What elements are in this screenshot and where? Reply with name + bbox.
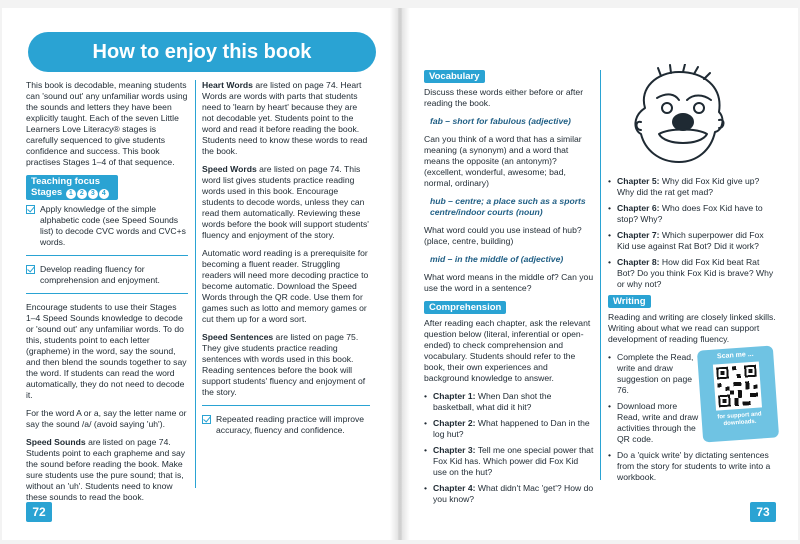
list-item: • Chapter 8: How did Fox Kid beat Rat Bot? Do you think Fox Kid is brave? Why or why not? [608,257,778,290]
list-item: • Chapter 4: What didn't Mac 'get'? How do you know? [424,483,594,505]
page-title: How to enjoy this book [28,32,376,72]
divider [202,405,370,406]
right-page [402,8,798,540]
stage-circle: 4 [99,189,109,199]
divider [26,255,188,256]
stage-circle: 2 [77,189,87,199]
cartoon-face-illustration [627,64,737,168]
heart-words-paragraph: Heart Words are listed on page 74. Heart Words are words with parts that students need to 'learn by heart' because they are not decodable yet. Students point to the word and read it before reading the book. Students need to know these words to read the book. [202,80,368,156]
list-item: • Chapter 5: Why did Fox Kid give up? Why did the rat get mad? [608,176,778,198]
comprehension-heading: Comprehension [424,301,506,314]
list-item: • Download more Read, write and draw activities through the QR code. [608,401,700,445]
chapter-questions-list [424,391,594,505]
vocab-question: Can you think of a word that has a similar meaning (a synonym) and a word that means the opposite (an antonym)? (excellent, wonderful, awesome; bad, normal, ordinary) [424,134,582,188]
vocab-intro: Discuss these words either before or after reading the book. [424,87,584,108]
vocab-term: fab – short for fabulous (adjective) [430,116,571,126]
column-divider [600,70,601,480]
left-column [26,80,188,510]
list-item: • Chapter 3: Tell me one special power that Fox Kid has. Which power did Fox Kid use on the hut? [424,445,594,478]
checkbox-icon [26,265,35,274]
writing-heading: Writing [608,295,651,308]
checkbox-icon [26,205,35,214]
comp-intro: After reading each chapter, ask the relevant question below (literal, inferential or open-ended) to check comprehension and vocabulary. Students should refer to the book, their own experiences and background knowledge to answer. [424,318,591,383]
right-page-right-column [608,176,778,488]
qr-card[interactable] [697,345,779,442]
focus-check-item: Apply knowledge of the simple alphabetic code (see Speed Sounds list) to decode CVC words and CVC+s words. [26,204,188,248]
list-item: • Chapter 1: When Dan shot the basketball, what did it hit? [424,391,594,413]
page-number: 73 [750,502,776,522]
left-page [2,8,398,540]
vocab-term: hub – centre; a place such as a sports centre/indoor courts (noun) [430,196,586,217]
writing-intro: Reading and writing are closely linked skills. Writing about what we read can support development of reading fluency. [608,312,776,344]
right-page-left-column [424,70,594,510]
encourage-paragraph: Encourage students to use their Stages 1–4 Speed Sounds knowledge to decode or 'sound out' any unfamiliar words. To do this, students point to each letter (grapheme) in the word, say the sound, and then blend the sounds together to say the word. If students can read the word automatically, they do not need to decode it. [26,302,187,400]
list-item: • Do a 'quick write' by dictating sentences from the story for students to write into a workbook. [608,450,778,483]
column-divider [195,80,196,488]
page-number: 72 [26,502,52,522]
right-column [202,80,370,443]
letter-a-paragraph: For the word A or a, say the letter name or say the sound /a/ (avoid saying 'uh'). [26,408,187,429]
chapter-questions-list-continued [608,176,778,290]
stage-circle: 1 [66,189,76,199]
list-item: • Chapter 6: Who does Fox Kid have to stop? Why? [608,203,778,225]
intro-paragraph: This book is decodable, meaning students can 'sound out' any unfamiliar words using the sounds and letters they have been explicitly taught. Each of the seven Little Learners Love Literacy® stages is carefully sequenced to give students confidence and success. This book practises Stages 1–4 of that sequence. [26,80,188,167]
vocab-term: mid – in the middle of (adjective) [430,254,564,264]
list-item: • Chapter 2: What happened to Dan in the log hut? [424,418,594,440]
vocab-question: What word means in the middle of? Can you use the word in a sentence? [424,272,594,293]
qr-pattern [716,365,759,408]
checkbox-icon [202,415,211,424]
repeated-check-item: Repeated reading practice will improve accuracy, fluency and confidence. [202,414,370,436]
divider [26,293,188,294]
speed-sentences-paragraph: Speed Sentences are listed on page 75. They give students practice reading sentences with words used in this book. Reading sentences before the book will support students' fluency and enjoyment of the story. [202,332,366,397]
speed-sounds-paragraph: Speed Sounds are listed on page 74. Students point to each grapheme and say the sound before reading the book. Make sure students use the pure sound; that is, without an 'uh'. Students need to know these sounds to read the book. [26,437,186,502]
qr-code-icon[interactable] [713,361,762,410]
qr-support-label: for support and downloads. [717,411,762,428]
vocab-question: What word could you use instead of hub? (place, centre, building) [424,225,582,246]
speed-words-paragraph: Speed Words are listed on page 74. This word list gives students practice reading words used in this book. Encourage students to decode words, unless they can read them automatically. Reviewing these words before the book will support students' fluency and enjoyment of the story. [202,164,369,240]
automatic-paragraph: Automatic word reading is a prerequisite for becoming a fluent reader. Struggling readers will need more decoding practice to become automatic. Download the Speed Words through the QR code. Use them for games such as lotto and memory games or cut them up for a word sort. [202,248,369,324]
qr-scan-label: Scan me ... [716,350,754,361]
list-item: • Chapter 7: Which superpower did Fox Kid use against Rat Bot? Did it work? [608,230,778,252]
list-item: • Complete the Read, write and draw suggestion on page 76. [608,352,700,396]
book-gutter [390,8,410,540]
vocabulary-heading: Vocabulary [424,70,485,83]
stage-circle: 3 [88,189,98,199]
focus-check-item: Develop reading fluency for comprehension and enjoyment. [26,264,188,286]
teaching-focus-tag: Teaching focus Stages 1 2 3 4 [26,175,118,200]
